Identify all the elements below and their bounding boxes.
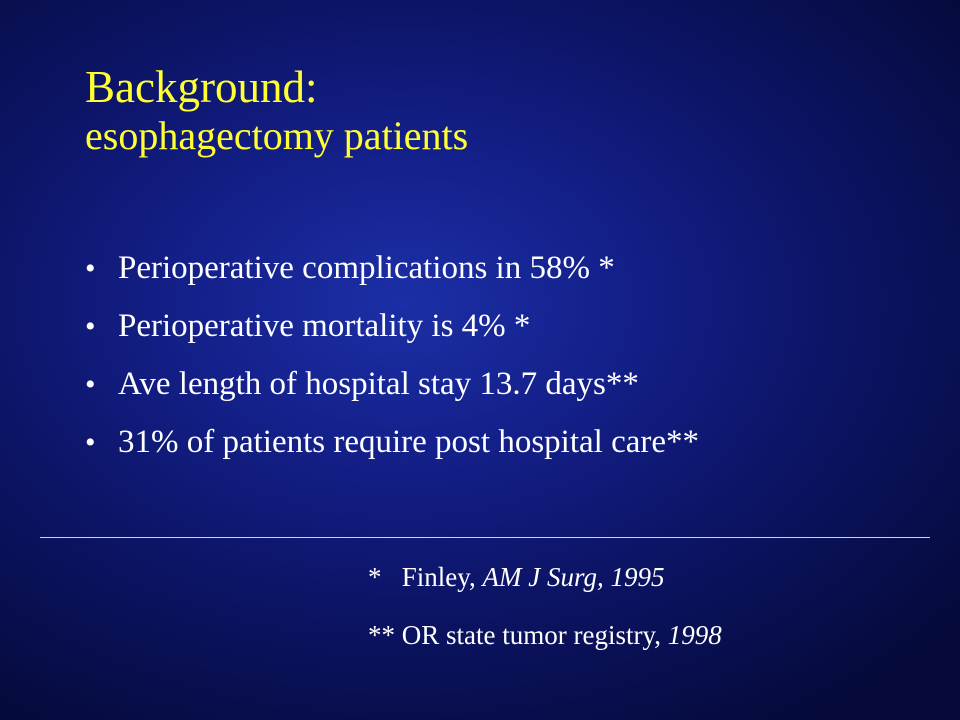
bullet-icon: • — [85, 426, 96, 459]
reference-source: 1998 — [667, 620, 722, 650]
reference-source: AM J Surg, 1995 — [482, 562, 665, 592]
title-line-1: Background: — [85, 62, 318, 112]
bullet-text: 31% of patients require post hospital care** — [118, 424, 699, 460]
references — [368, 562, 722, 678]
reference-item — [368, 620, 722, 678]
bullet-text: Perioperative complications in 58% * — [118, 250, 615, 286]
reference-item — [368, 562, 722, 620]
bullet-text: Perioperative mortality is 4% * — [118, 308, 531, 344]
bullet-item — [85, 308, 699, 366]
bullet-icon: • — [85, 252, 96, 285]
bullet-item — [85, 250, 699, 308]
slide-title — [85, 62, 468, 158]
reference-marker: * — [368, 562, 382, 592]
reference-marker: ** — [368, 620, 395, 650]
reference-author: OR state tumor registry, — [401, 620, 661, 650]
bullet-item — [85, 424, 699, 482]
bullet-icon: • — [85, 310, 96, 343]
reference-author: Finley, — [401, 562, 476, 592]
title-line-2: esophagectomy patients — [85, 112, 469, 158]
bullet-text: Ave length of hospital stay 13.7 days** — [118, 366, 639, 402]
footnote-divider — [40, 537, 930, 538]
bullet-item — [85, 366, 699, 424]
bullet-list — [85, 250, 699, 482]
bullet-icon: • — [85, 368, 96, 401]
